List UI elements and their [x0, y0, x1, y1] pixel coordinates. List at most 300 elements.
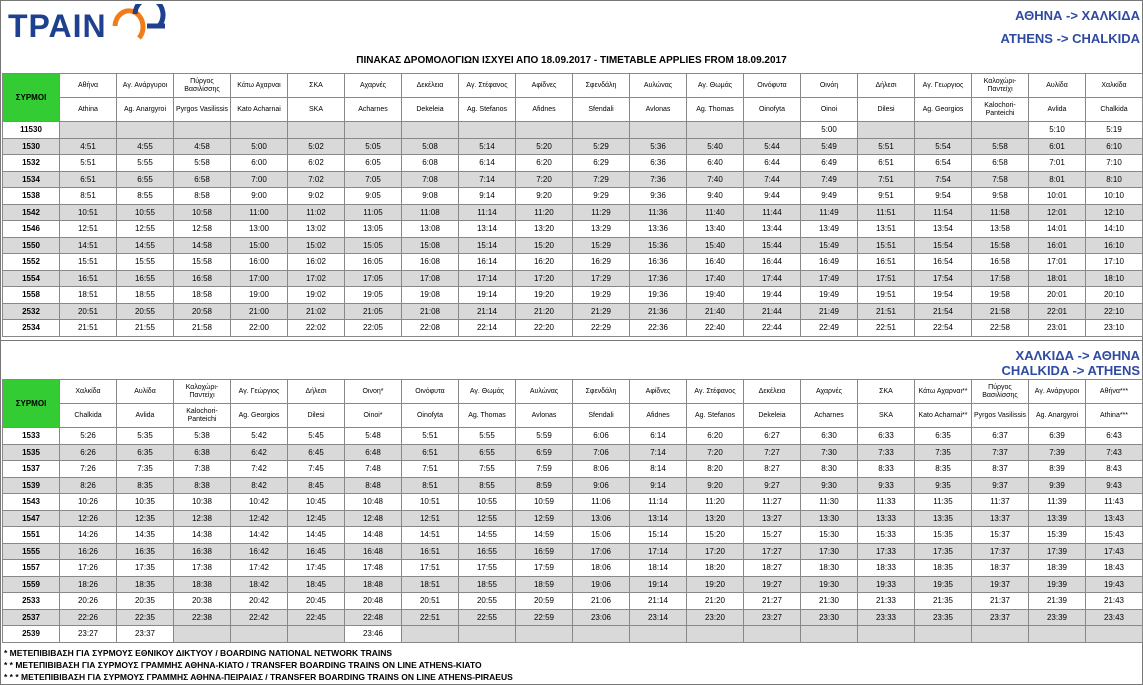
departure-time: 6:55	[117, 171, 174, 188]
departure-time: 7:00	[231, 171, 288, 188]
departure-time	[288, 122, 345, 139]
station-header-greek: Αφίδνες	[516, 74, 573, 98]
departure-time: 4:58	[174, 138, 231, 155]
station-header-english: Pyrgos Vasilissis	[174, 98, 231, 122]
departure-time: 18:35	[117, 576, 174, 593]
departure-time: 16:40	[687, 254, 744, 271]
departure-time: 6:39	[1029, 428, 1086, 445]
departure-time: 9:51	[858, 188, 915, 205]
departure-time	[516, 626, 573, 643]
departure-time: 21:37	[972, 593, 1029, 610]
departure-time: 21:51	[60, 320, 117, 337]
departure-time: 8:10	[1086, 171, 1143, 188]
departure-time	[630, 626, 687, 643]
departure-time: 16:20	[516, 254, 573, 271]
inbound-route-greek: ΧΑΛΚΙΔΑ -> ΑΘΗΝΑ	[1015, 348, 1140, 363]
departure-time: 6:58	[972, 155, 1029, 172]
station-header-greek: Δήλεσι	[858, 74, 915, 98]
departure-time: 20:01	[1029, 287, 1086, 304]
departure-time: 7:48	[345, 461, 402, 478]
departure-time: 10:10	[1086, 188, 1143, 205]
departure-time: 11:20	[516, 204, 573, 221]
logo-mark-icon	[109, 4, 169, 48]
station-header-greek: Καλοχώρι-Παντείχι	[174, 380, 231, 404]
departure-time: 10:58	[174, 204, 231, 221]
departure-time: 5:58	[174, 155, 231, 172]
train-number: 11530	[3, 122, 60, 139]
departure-time: 15:58	[972, 237, 1029, 254]
departure-time: 6:26	[60, 444, 117, 461]
timetable-row	[3, 155, 1143, 172]
departure-time: 14:51	[402, 527, 459, 544]
timetable-row	[3, 122, 1143, 139]
timetable-row	[3, 237, 1143, 254]
departure-time: 21:14	[630, 593, 687, 610]
departure-time: 21:14	[459, 303, 516, 320]
departure-time	[516, 122, 573, 139]
departure-time: 6:08	[402, 155, 459, 172]
station-header-greek: Αγ. Θωμάς	[687, 74, 744, 98]
departure-time: 7:44	[744, 171, 801, 188]
departure-time: 7:36	[630, 171, 687, 188]
train-number: 2532	[3, 303, 60, 320]
departure-time: 19:02	[288, 287, 345, 304]
station-header-greek: Αγ. Στέφανος	[687, 380, 744, 404]
departure-time: 6:02	[288, 155, 345, 172]
departure-time: 18:14	[630, 560, 687, 577]
departure-time: 17:39	[1029, 543, 1086, 560]
departure-time: 9:54	[915, 188, 972, 205]
station-header-greek: Αγ. Ανάργυροι	[1029, 380, 1086, 404]
departure-time: 17:10	[1086, 254, 1143, 271]
departure-time: 14:55	[117, 237, 174, 254]
departure-time: 18:27	[744, 560, 801, 577]
departure-time: 22:02	[288, 320, 345, 337]
departure-time: 19:39	[1029, 576, 1086, 593]
departure-time: 19:37	[972, 576, 1029, 593]
station-header-english: Avlonas	[516, 404, 573, 428]
departure-time: 10:51	[60, 204, 117, 221]
timetable-row	[3, 221, 1143, 238]
station-header-english: Kalochori-Panteichi	[972, 98, 1029, 122]
departure-time: 21:20	[516, 303, 573, 320]
train-number: 1530	[3, 138, 60, 155]
departure-time: 9:39	[1029, 477, 1086, 494]
departure-time	[630, 122, 687, 139]
departure-time: 7:02	[288, 171, 345, 188]
departure-time: 6:59	[516, 444, 573, 461]
station-header-greek: Αυλώνας	[630, 74, 687, 98]
departure-time: 21:08	[402, 303, 459, 320]
departure-time	[459, 626, 516, 643]
departure-time: 18:39	[1029, 560, 1086, 577]
departure-time: 19:27	[744, 576, 801, 593]
departure-time	[459, 122, 516, 139]
departure-time: 21:33	[858, 593, 915, 610]
departure-time	[117, 122, 174, 139]
departure-time: 10:38	[174, 494, 231, 511]
departure-time: 22:14	[459, 320, 516, 337]
departure-time: 23:10	[1086, 320, 1143, 337]
departure-time: 22:55	[459, 609, 516, 626]
departure-time: 19:44	[744, 287, 801, 304]
departure-time: 18:43	[1086, 560, 1143, 577]
departure-time	[573, 626, 630, 643]
departure-time	[174, 122, 231, 139]
departure-time: 12:01	[1029, 204, 1086, 221]
departure-time: 15:54	[915, 237, 972, 254]
departure-time: 19:58	[972, 287, 1029, 304]
departure-time: 5:58	[972, 138, 1029, 155]
departure-time: 21:30	[801, 593, 858, 610]
departure-time: 7:14	[459, 171, 516, 188]
departure-time: 13:27	[744, 510, 801, 527]
departure-time: 15:27	[744, 527, 801, 544]
departure-time: 19:40	[687, 287, 744, 304]
station-header-greek: Αγ. Στέφανος	[459, 74, 516, 98]
train-number: 1550	[3, 237, 60, 254]
departure-time: 22:40	[687, 320, 744, 337]
departure-time: 15:14	[630, 527, 687, 544]
departure-time: 6:51	[402, 444, 459, 461]
station-header-english: SKA	[288, 98, 345, 122]
departure-time: 6:20	[687, 428, 744, 445]
section-divider	[0, 340, 1143, 341]
departure-time: 6:37	[972, 428, 1029, 445]
departure-time: 16:58	[174, 270, 231, 287]
departure-time: 18:55	[117, 287, 174, 304]
departure-time: 15:36	[630, 237, 687, 254]
train-number: 2539	[3, 626, 60, 643]
departure-time: 7:20	[516, 171, 573, 188]
departure-time: 7:40	[687, 171, 744, 188]
departure-time: 9:43	[1086, 477, 1143, 494]
station-header-english: Avlonas	[630, 98, 687, 122]
timetable-row	[3, 138, 1143, 155]
departure-time: 6:45	[288, 444, 345, 461]
departure-time: 5:19	[1086, 122, 1143, 139]
station-header-english: Afidnes	[630, 404, 687, 428]
departure-time: 23:35	[915, 609, 972, 626]
departure-time: 7:35	[117, 461, 174, 478]
station-header-greek: Οινόη	[801, 74, 858, 98]
departure-time: 16:08	[402, 254, 459, 271]
departure-time: 11:49	[801, 204, 858, 221]
train-column-header: ΣΥΡΜΟΙ	[3, 74, 60, 122]
station-header-greek: Αγ. Γεωργιος	[915, 74, 972, 98]
logo-text: ΤΡΑΙΝ	[8, 7, 107, 44]
departure-time: 19:51	[858, 287, 915, 304]
departure-time: 21:54	[915, 303, 972, 320]
departure-time: 16:48	[345, 543, 402, 560]
departure-time: 16:45	[288, 543, 345, 560]
departure-time: 8:26	[60, 477, 117, 494]
departure-time: 22:29	[573, 320, 630, 337]
departure-time: 13:39	[1029, 510, 1086, 527]
station-header-greek: ΣΚΑ	[288, 74, 345, 98]
departure-time: 6:55	[459, 444, 516, 461]
departure-time: 11:40	[687, 204, 744, 221]
departure-time: 17:14	[459, 270, 516, 287]
departure-time: 6:00	[231, 155, 288, 172]
station-header-english: Avlida	[1029, 98, 1086, 122]
timetable-row	[3, 287, 1143, 304]
departure-time	[174, 626, 231, 643]
departure-time: 13:02	[288, 221, 345, 238]
station-header-english: Ag. Thomas	[459, 404, 516, 428]
departure-time: 6:14	[459, 155, 516, 172]
timetable-row	[3, 543, 1143, 560]
departure-time: 10:45	[288, 494, 345, 511]
departure-time: 8:59	[516, 477, 573, 494]
departure-time: 5:48	[345, 428, 402, 445]
departure-time	[231, 122, 288, 139]
departure-time: 12:45	[288, 510, 345, 527]
departure-time: 17:02	[288, 270, 345, 287]
departure-time: 12:55	[459, 510, 516, 527]
departure-time: 18:26	[60, 576, 117, 593]
departure-time: 16:29	[573, 254, 630, 271]
departure-time: 16:55	[459, 543, 516, 560]
departure-time: 16:26	[60, 543, 117, 560]
departure-time: 19:35	[915, 576, 972, 593]
departure-time: 23:27	[60, 626, 117, 643]
departure-time: 15:49	[801, 237, 858, 254]
departure-time: 5:55	[459, 428, 516, 445]
departure-time: 15:20	[687, 527, 744, 544]
departure-time: 16:02	[288, 254, 345, 271]
train-number: 1559	[3, 576, 60, 593]
timetable-row	[3, 270, 1143, 287]
departure-time: 17:51	[402, 560, 459, 577]
station-header-english: Oinoi*	[345, 404, 402, 428]
departure-time: 16:14	[459, 254, 516, 271]
departure-time: 8:30	[801, 461, 858, 478]
footnote-3: * * * ΜΕΤΕΠΙΒΙΒΑΣΗ ΓΙΑ ΣΥΡΜΟΥΣ ΓΡΑΜΜΗΣ ΑΘΗΝΑ-ΠΕΙΡΑΙΑΣ / TRANSFER BOARDING TRAINS ON LINE ATHENS-PIRAEUS	[4, 672, 513, 682]
departure-time: 15:33	[858, 527, 915, 544]
departure-time: 22:00	[231, 320, 288, 337]
departure-time: 16:49	[801, 254, 858, 271]
departure-time: 17:44	[744, 270, 801, 287]
departure-time: 7:54	[915, 171, 972, 188]
departure-time: 5:29	[573, 138, 630, 155]
departure-time: 19:20	[687, 576, 744, 593]
train-number: 1551	[3, 527, 60, 544]
departure-time: 6:27	[744, 428, 801, 445]
station-header-english: Kato Acharnai**	[915, 404, 972, 428]
trainose-logo	[8, 4, 169, 48]
departure-time: 8:58	[174, 188, 231, 205]
departure-time: 11:30	[801, 494, 858, 511]
timetable-row	[3, 626, 1143, 643]
departure-time: 20:55	[117, 303, 174, 320]
departure-time: 22:35	[117, 609, 174, 626]
train-number: 2537	[3, 609, 60, 626]
departure-time: 12:51	[402, 510, 459, 527]
departure-time: 12:35	[117, 510, 174, 527]
departure-time: 14:59	[516, 527, 573, 544]
departure-time: 15:05	[345, 237, 402, 254]
departure-time: 8:42	[231, 477, 288, 494]
departure-time: 19:36	[630, 287, 687, 304]
departure-time: 22:10	[1086, 303, 1143, 320]
departure-time: 19:29	[573, 287, 630, 304]
departure-time: 18:51	[402, 576, 459, 593]
station-header-english: Dilesi	[858, 98, 915, 122]
departure-time: 5:00	[231, 138, 288, 155]
departure-time: 19:20	[516, 287, 573, 304]
departure-time	[915, 122, 972, 139]
departure-time: 21:00	[231, 303, 288, 320]
station-header-english: SKA	[858, 404, 915, 428]
departure-time: 11:37	[972, 494, 1029, 511]
departure-time: 17:55	[459, 560, 516, 577]
departure-time: 21:27	[744, 593, 801, 610]
departure-time: 6:35	[117, 444, 174, 461]
departure-time: 13:14	[459, 221, 516, 238]
departure-time	[687, 122, 744, 139]
departure-time: 21:20	[687, 593, 744, 610]
departure-time: 21:51	[858, 303, 915, 320]
departure-time: 22:26	[60, 609, 117, 626]
departure-time: 8:14	[630, 461, 687, 478]
departure-time: 9:02	[288, 188, 345, 205]
departure-time: 10:26	[60, 494, 117, 511]
departure-time: 6:58	[174, 171, 231, 188]
departure-time: 13:06	[573, 510, 630, 527]
departure-time: 11:14	[459, 204, 516, 221]
departure-time: 20:35	[117, 593, 174, 610]
departure-time: 22:20	[516, 320, 573, 337]
departure-time: 6:06	[573, 428, 630, 445]
departure-time: 14:42	[231, 527, 288, 544]
departure-time: 15:14	[459, 237, 516, 254]
departure-time: 14:48	[345, 527, 402, 544]
train-number: 1543	[3, 494, 60, 511]
departure-time: 9:14	[459, 188, 516, 205]
departure-time: 23:30	[801, 609, 858, 626]
timetable-row	[3, 494, 1143, 511]
departure-time: 16:55	[117, 270, 174, 287]
departure-time: 8:51	[60, 188, 117, 205]
departure-time: 5:36	[630, 138, 687, 155]
station-header-greek: Αθήνα***	[1086, 380, 1143, 404]
departure-time: 17:35	[915, 543, 972, 560]
departure-time: 17:35	[117, 560, 174, 577]
station-header-english: Ag. Georgios	[915, 98, 972, 122]
departure-time: 6:36	[630, 155, 687, 172]
timetable-row	[3, 254, 1143, 271]
departure-time: 9:30	[801, 477, 858, 494]
departure-time: 18:35	[915, 560, 972, 577]
departure-time: 22:45	[288, 609, 345, 626]
timetable-row	[3, 428, 1143, 445]
train-number: 1532	[3, 155, 60, 172]
station-header-english: Ag. Stefanos	[459, 98, 516, 122]
inbound-timetable	[2, 379, 1143, 643]
timetable-row	[3, 444, 1143, 461]
departure-time: 17:01	[1029, 254, 1086, 271]
departure-time: 18:51	[60, 287, 117, 304]
departure-time: 16:38	[174, 543, 231, 560]
departure-time: 12:26	[60, 510, 117, 527]
departure-time: 20:55	[459, 593, 516, 610]
departure-time: 4:51	[60, 138, 117, 155]
train-number: 1554	[3, 270, 60, 287]
departure-time: 11:44	[744, 204, 801, 221]
departure-time: 13:58	[972, 221, 1029, 238]
departure-time: 18:37	[972, 560, 1029, 577]
departure-time: 9:14	[630, 477, 687, 494]
station-header-english: Chalkida	[60, 404, 117, 428]
departure-time: 20:26	[60, 593, 117, 610]
departure-time: 11:20	[687, 494, 744, 511]
departure-time: 16:58	[972, 254, 1029, 271]
timetable-row	[3, 593, 1143, 610]
departure-time: 18:01	[1029, 270, 1086, 287]
departure-time: 17:30	[801, 543, 858, 560]
departure-time: 6:51	[60, 171, 117, 188]
station-header-greek: Αγ. Γεώργιος	[231, 380, 288, 404]
station-header-english: Athina***	[1086, 404, 1143, 428]
station-header-english: Acharnes	[345, 98, 402, 122]
train-number: 2533	[3, 593, 60, 610]
departure-time: 21:29	[573, 303, 630, 320]
departure-time: 8:35	[117, 477, 174, 494]
station-header-english: Ag. Stefanos	[687, 404, 744, 428]
station-header-english: Afidnes	[516, 98, 573, 122]
departure-time: 17:42	[231, 560, 288, 577]
departure-time: 15:35	[915, 527, 972, 544]
departure-time: 5:26	[60, 428, 117, 445]
station-header-greek: Σφενδάλη	[573, 380, 630, 404]
station-header-greek: Αυλώνας	[516, 380, 573, 404]
departure-time: 12:10	[1086, 204, 1143, 221]
departure-time: 11:29	[573, 204, 630, 221]
departure-time: 7:45	[288, 461, 345, 478]
departure-time: 19:30	[801, 576, 858, 593]
departure-time: 7:06	[573, 444, 630, 461]
departure-time: 17:36	[630, 270, 687, 287]
timetable-row	[3, 576, 1143, 593]
departure-time: 17:37	[972, 543, 1029, 560]
departure-time: 23:37	[972, 609, 1029, 626]
departure-time	[972, 122, 1029, 139]
departure-time: 7:59	[516, 461, 573, 478]
station-header-english: Sfendali	[573, 98, 630, 122]
inbound-route-english: CHALKIDA -> ATHENS	[1001, 363, 1140, 378]
departure-time: 6:14	[630, 428, 687, 445]
departure-time: 7:20	[687, 444, 744, 461]
station-header-greek: Χαλκίδα	[1086, 74, 1143, 98]
station-header-greek: Οινόφυτα	[744, 74, 801, 98]
departure-time: 21:36	[630, 303, 687, 320]
departure-time: 15:20	[516, 237, 573, 254]
departure-time: 7:08	[402, 171, 459, 188]
station-header-english: Avlida	[117, 404, 174, 428]
station-header-english: Acharnes	[801, 404, 858, 428]
departure-time: 22:51	[858, 320, 915, 337]
outbound-timetable	[2, 73, 1143, 337]
departure-time: 22:58	[972, 320, 1029, 337]
departure-time: 9:40	[687, 188, 744, 205]
departure-time: 18:06	[573, 560, 630, 577]
departure-time: 7:38	[174, 461, 231, 478]
departure-time: 5:02	[288, 138, 345, 155]
departure-time: 15:08	[402, 237, 459, 254]
departure-time: 6:10	[1086, 138, 1143, 155]
departure-time: 18:59	[516, 576, 573, 593]
